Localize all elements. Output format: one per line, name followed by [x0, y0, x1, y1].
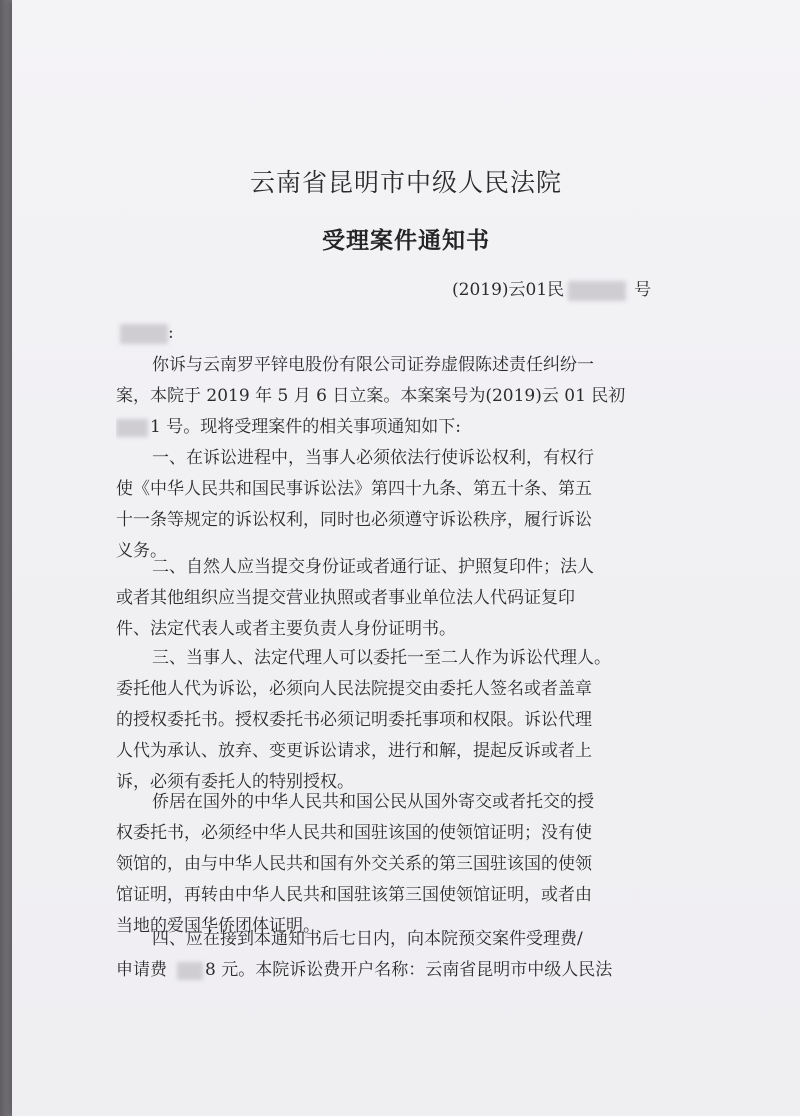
addressee: [120, 323, 174, 344]
paragraph-identity: [116, 552, 716, 645]
paragraph-line: 馆证明，再转由中华人民共和国驻该第三国使领馆证明，或者由: [116, 885, 592, 905]
paragraph-line: 的授权委托书。授权委托书必须记明委托事项和权限。诉讼代理: [116, 710, 592, 730]
paragraph-line: 或者其他组织应当提交营业执照或者事业单位法人代码证复印: [116, 588, 575, 608]
case-number: [452, 275, 651, 301]
paragraph-overseas: [116, 787, 716, 942]
paragraph-agent: [116, 643, 716, 798]
paragraph-line: 当地的爱国华侨团体证明。: [116, 916, 320, 936]
paragraph-line-text: 1 号。现将受理案件的相关事项通知如下:: [150, 417, 461, 437]
paragraph-line: [116, 412, 716, 443]
paragraph-fees: [116, 924, 716, 986]
case-number-prefix: (2019)云01民: [452, 280, 565, 300]
court-name: 云南省昆明市中级人民法院: [249, 168, 562, 197]
paragraph-line: 三、当事人、法定代理人可以委托一至二人作为诉讼代理人。: [152, 648, 611, 668]
paragraph-filing: [116, 350, 716, 443]
paragraph-line: 人代为承认、放弃、变更诉讼请求，进行和解，提起反诉或者上: [116, 741, 592, 761]
paragraph-line: 使《中华人民共和国民事诉讼法》第四十九条、第五十条、第五: [116, 479, 592, 499]
redacted-case-id: [568, 281, 626, 301]
addressee-colon: :: [168, 323, 174, 343]
paragraph-line: [116, 955, 716, 986]
paragraph-line: 案，本院于 2019 年 5 月 6 日立案。本案案号为(2019)云 01 民初: [116, 386, 626, 406]
paragraph-line: 一、在诉讼进程中，当事人必须依法行使诉讼权利，有权行: [152, 448, 594, 468]
paragraph-line: 二、自然人应当提交身份证或者通行证、护照复印件；法人: [152, 557, 594, 577]
redacted-addressee-name: [120, 324, 168, 344]
paragraph-line: 权委托书，必须经中华人民共和国驻该国的使领馆证明；没有使: [116, 823, 592, 843]
paragraph-line: 你诉与云南罗平锌电股份有限公司证券虚假陈述责任纠纷一: [152, 355, 594, 375]
paragraph-rights: [116, 443, 716, 567]
paragraph-line-text: 申请费: [116, 960, 167, 980]
paragraph-line: 委托他人代为诉讼，必须向人民法院提交由委托人签名或者盖章: [116, 679, 592, 699]
paragraph-line: 义务。: [116, 541, 167, 561]
paragraph-line: 领馆的，由与中华人民共和国有外交关系的第三国驻该国的使领: [116, 854, 592, 874]
paragraph-line: 件、法定代表人或者主要负责人身份证明书。: [116, 619, 456, 639]
paragraph-line: 四、应在接到本通知书后七日内，向本院预交案件受理费/: [152, 929, 583, 949]
redacted-fee-amount: [177, 962, 203, 980]
paragraph-line: 诉，必须有委托人的特别授权。: [116, 772, 354, 792]
document-title: 受理案件通知书: [322, 227, 490, 254]
paragraph-line-text: 8 元。本院诉讼费开户名称：云南省昆明市中级人民法: [205, 960, 613, 980]
paragraph-line: 侨居在国外的中华人民共和国公民从国外寄交或者托交的授: [152, 792, 594, 812]
document-page: [12, 0, 800, 1116]
case-number-suffix: 号: [634, 280, 652, 300]
redacted-case-serial: [116, 419, 148, 437]
paragraph-line: 十一条等规定的诉讼权利，同时也必须遵守诉讼秩序，履行诉讼: [116, 510, 592, 530]
